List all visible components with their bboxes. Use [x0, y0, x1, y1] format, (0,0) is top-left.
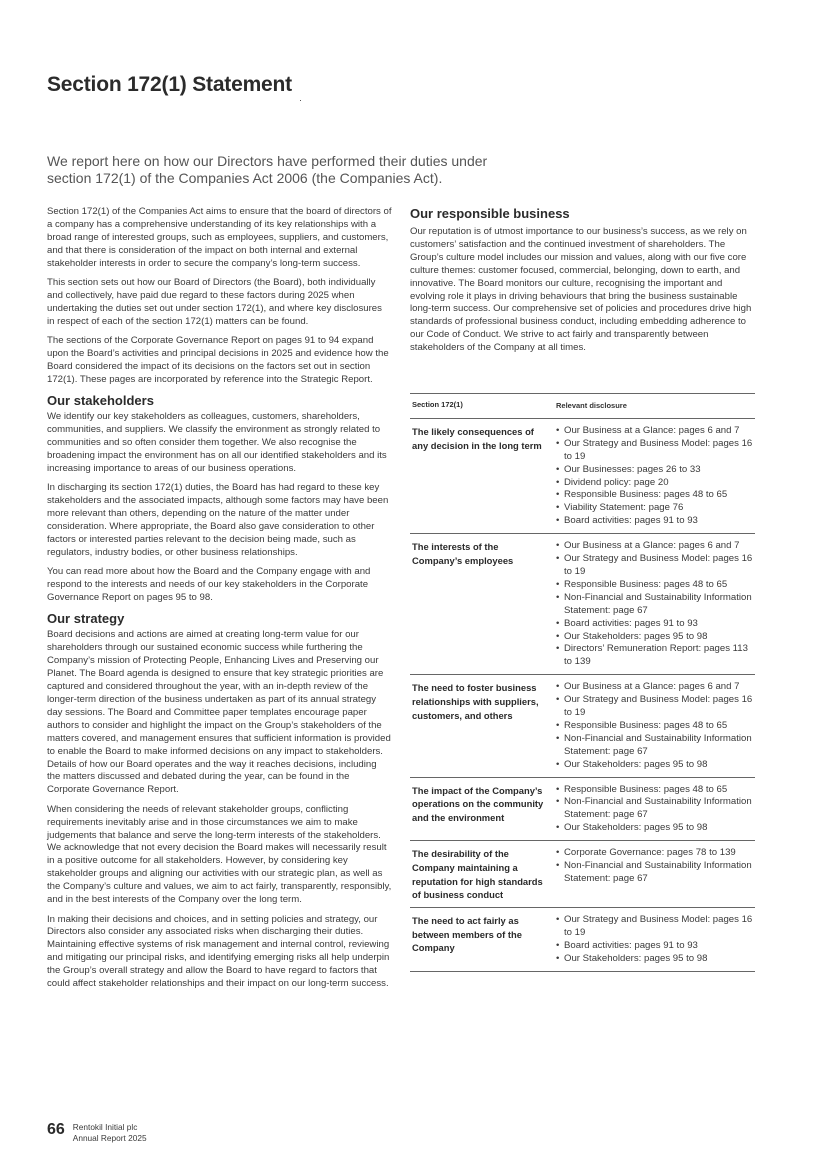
- table-row: [410, 534, 755, 675]
- table-body: [410, 419, 755, 972]
- disclosure-item: • Our Strategy and Business Model: pages 16 to 19: [556, 438, 755, 464]
- column-header-disclosure: Relevant disclosure: [556, 401, 627, 410]
- disclosure-item: • Viability Statement: page 76: [556, 502, 755, 515]
- disclosure-list: [556, 914, 755, 966]
- disclosure-item: • Our Stakeholders: pages 95 to 98: [556, 631, 755, 644]
- left-column: [47, 206, 392, 997]
- disclosure-item: • Board activities: pages 91 to 93: [556, 940, 755, 953]
- disclosure-item: • Our Stakeholders: pages 95 to 98: [556, 953, 755, 966]
- disclosure-item: • Our Strategy and Business Model: pages 16 to 19: [556, 694, 755, 720]
- disclosure-item: • Our Strategy and Business Model: pages 16 to 19: [556, 553, 755, 579]
- row-disclosures: [556, 784, 755, 836]
- disclosure-item: • Non-Financial and Sustainability Information Statement: page 67: [556, 592, 755, 618]
- table-row: [410, 908, 755, 972]
- intro-paragraph: We report here on how our Directors have performed their duties under section 172(1) of the Companies Act 2006 (the Companies Act).: [47, 153, 488, 186]
- row-factor: The desirability of the Company maintaining a reputation for high standards of business conduct: [412, 848, 543, 901]
- row-disclosures: [556, 914, 755, 966]
- row-disclosures: [556, 847, 755, 902]
- disclosure-item: • Responsible Business: pages 48 to 65: [556, 720, 755, 733]
- disclosure-item: • Responsible Business: pages 48 to 65: [556, 784, 755, 797]
- disclosure-item: • Our Stakeholders: pages 95 to 98: [556, 822, 755, 835]
- page-title: Section 172(1) Statement: [47, 73, 292, 96]
- paragraph: Our reputation is of utmost importance to our business’s success, as we rely on customers’ satisfaction and the continued investment of shareholders. The Group’s culture model includes our mission and values, along with our five core culture themes: customer focused, commercial, belonging, down to earth, and innovative. The Board monitors our culture, recognising the important and evolving role it plays in driving behaviours that bring the business sustainable long-term success. Our comprehensive set of policies and procedures drive high standards of professional business conduct, including embedding adherence to our Code of Conduct. We strive to act fairly and transparently between stakeholders of the Company at all times.: [410, 226, 752, 354]
- disclosure-item: • Directors’ Remuneration Report: pages 113 to 139: [556, 643, 755, 669]
- heading-our-stakeholders: Our stakeholders: [47, 393, 154, 409]
- disclosure-item: • Non-Financial and Sustainability Information Statement: page 67: [556, 796, 755, 822]
- disclosure-item: • Our Businesses: pages 26 to 33: [556, 464, 755, 477]
- disclosure-list: [556, 425, 755, 528]
- disclosure-item: • Board activities: pages 91 to 93: [556, 618, 755, 631]
- paragraph: Board decisions and actions are aimed at creating long-term value for our shareholders through our sustained economic success while furthering the Company’s mission of Protecting People, Enhancing Lives and Preserving our Planet. The Board agenda is designed to ensure that key strategic priorities are captured and considered throughout the year, with an in-depth review of the longer-term direction of the business undertaken as part of its annual strategy day sessions. The Board and Committee paper templates encourage paper authors to consider and highlight the impact on the Group’s stakeholders of the matters covered, and management ensures that sufficient information is provided to enable the Board to make informed decisions on any impact to stakeholders. Details of how our Board operates and the way it reaches decisions, including the matters discussed and debated during the year, can be found in the Corporate Governance Report.: [47, 629, 391, 796]
- row-factor: The impact of the Company’s operations on the community and the environment: [412, 784, 544, 823]
- disclosure-item: • Corporate Governance: pages 78 to 139: [556, 847, 755, 860]
- row-factor: The interests of the Company’s employees: [412, 541, 514, 566]
- disclosure-list: [556, 784, 755, 836]
- section-172-table: [410, 393, 755, 972]
- disclosure-item: • Responsible Business: pages 48 to 65: [556, 489, 755, 502]
- heading-our-strategy: Our strategy: [47, 611, 125, 627]
- disclosure-item: • Our Strategy and Business Model: pages 16 to 19: [556, 914, 755, 940]
- table-row: [410, 841, 755, 908]
- row-factor: The likely consequences of any decision in the long term: [412, 425, 542, 451]
- disclosure-item: • Our Business at a Glance: pages 6 and 7: [556, 681, 755, 694]
- paragraph: You can read more about how the Board and the Company engage with and respond to the interests and needs of our key stakeholders in the Corporate Governance Report on pages 95 to 98.: [47, 566, 371, 604]
- paragraph: The sections of the Corporate Governance Report on pages 91 to 94 expand upon the Board’s activities and principal decisions in 2025 and evidence how the Board considered the impact of its decisions on the factors set out in section 172(1). These pages are incorporated by reference into the Strategic Report.: [47, 335, 389, 385]
- table-row: [410, 675, 755, 777]
- disclosure-item: • Board activities: pages 91 to 93: [556, 515, 755, 528]
- row-factor: The need to act fairly as between members of the Company: [412, 915, 522, 954]
- heading-our-responsible-business: Our responsible business: [410, 206, 570, 221]
- row-disclosures: [556, 425, 755, 528]
- table-row: [410, 419, 755, 534]
- table-header: [410, 393, 755, 419]
- paragraph: When considering the needs of relevant stakeholder groups, conflicting requirements inevitably arise and in those circumstances we aim to make judgements that balance and serve the long-term interests of the stakeholders. We acknowledge that not every decision the Board makes will necessarily result in a positive outcome for all stakeholders. However, by considering key stakeholder groups and aligning our activities with our strategic plan, as well as the Company’s culture and values, we aim to act fairly, transparently, responsibly, and in the best interests of the Company over the long term.: [47, 803, 392, 906]
- disclosure-item: • Dividend policy: page 20: [556, 477, 755, 490]
- paragraph: Section 172(1) of the Companies Act aims to ensure that the board of directors of a company has a comprehensive understanding of its key relationships with a broad range of interested groups, such as employees, suppliers, and customers, and that there is consideration of the impact on both internal and external stakeholder interests in order to secure the company’s long-term success.: [47, 206, 392, 269]
- page-footer: [47, 1120, 147, 1143]
- row-disclosures: [556, 540, 755, 669]
- paragraph: This section sets out how our Board of Directors (the Board), both individually and collectively, have paid due regard to these factors during 2025 when undertaking the duties set out under section 172(1), and where key disclosures in respect of each of the section 172(1) matters can be found.: [47, 277, 382, 327]
- disclosure-list: [556, 681, 755, 771]
- page-number: 66: [47, 1121, 65, 1138]
- disclosure-item: • Our Business at a Glance: pages 6 and 7: [556, 425, 755, 438]
- paragraph: In making their decisions and choices, and in setting policies and strategy, our Directors also consider any associated risks when discharging their duties. Maintaining effective systems of risk management and internal control, reviewing and mitigating our principal risks, and identifying emerging risks all help underpin the Group’s overall strategy and allow the Board to have regard to factors that could affect stakeholder relationships and their impact on our long-term success.: [47, 913, 390, 990]
- column-header-section: Section 172(1): [412, 400, 463, 409]
- company-name: Rentokil Initial plc: [72, 1122, 138, 1132]
- disclosure-item: • Our Business at a Glance: pages 6 and 7: [556, 540, 755, 553]
- report-name: Annual Report 2025: [72, 1132, 147, 1143]
- paragraph: We identify our key stakeholders as colleagues, customers, shareholders, communities, and suppliers. We classify the environment as strongly related to communities and so often consider them together. We also recognise the broadening impact the environment has on all our identified stakeholders and its increasing importance to areas of our business operations.: [47, 411, 387, 474]
- disclosure-list: [556, 847, 755, 886]
- disclosure-list: [556, 540, 755, 669]
- row-factor: The need to foster business relationships with suppliers, customers, and others: [412, 682, 539, 721]
- disclosure-item: • Responsible Business: pages 48 to 65: [556, 579, 755, 592]
- disclosure-item: • Non-Financial and Sustainability Information Statement: page 67: [556, 733, 755, 759]
- row-disclosures: [556, 681, 755, 771]
- paragraph: In discharging its section 172(1) duties, the Board has had regard to these key stakeholders and the associated impacts, although some factors may have been more relevant than others, depending on the nature of the matter under consideration. Where appropriate, the Board also gave consideration to other factors or interested parties relevant to the decision being made, such as regulators, industry bodies, or other business relationships.: [47, 482, 389, 558]
- disclosure-item: • Non-Financial and Sustainability Information Statement: page 67: [556, 860, 755, 886]
- table-row: [410, 778, 755, 842]
- disclosure-item: • Our Stakeholders: pages 95 to 98: [556, 759, 755, 772]
- stray-dot: [300, 100, 301, 101]
- right-column: [410, 206, 755, 355]
- footer-text: [73, 1120, 147, 1143]
